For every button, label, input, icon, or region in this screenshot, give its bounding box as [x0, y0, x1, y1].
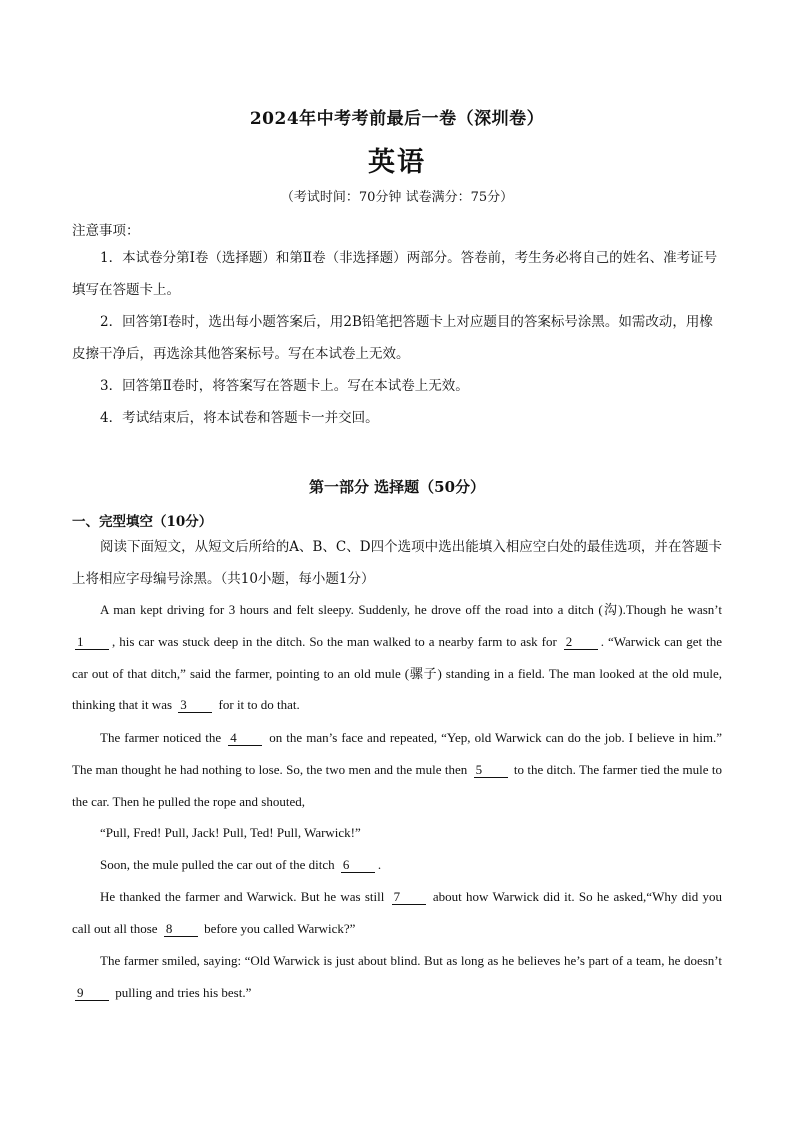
note-item-4: 4．考试结束后，将本试卷和答题卡一并交回。	[100, 410, 379, 426]
passage-text: pulling and tries his best.”	[112, 984, 252, 1000]
passage-text: A man kept driving for 3 hours and felt sleepy. Suddenly, he drove off the road into a ditch (沟).Though he wasn’t	[100, 602, 722, 617]
blank-8: 8	[164, 922, 198, 937]
passage-text: . “Warwick can get the car out of that ditch,” said the farmer, pointing to an old mule (骡子) standing in a field. The man looked at the old mule, thinking that it was	[72, 633, 723, 713]
blank-7: 7	[392, 890, 426, 905]
passage-paragraph-6	[72, 945, 722, 1009]
note-item-3: 3．回答第Ⅱ卷时，将答案写在答题卡上。写在本试卷上无效。	[100, 378, 469, 394]
exam-info: （考试时间：70分钟 试卷满分：75分）	[280, 190, 514, 205]
part-one-title: 第一部分 选择题（50分）	[308, 478, 486, 496]
passage-text: about how Warwick did it. So he asked,“Why did you call out all those	[72, 889, 722, 936]
passage-text: The farmer noticed the	[100, 730, 226, 745]
note-item-1: 1．本试卷分第Ⅰ卷（选择题）和第Ⅱ卷（非选择题）两部分。答卷前，考生务必将自己的姓名、准考证号填写在答题卡上。	[72, 250, 718, 298]
subject-title: 英语	[368, 147, 426, 178]
passage-text: before you called Warwick?”	[200, 920, 356, 936]
passage-paragraph-3: “Pull, Fred! Pull, Jack! Pull, Ted! Pull, Warwick!”	[100, 825, 361, 840]
passage-text: , his car was stuck deep in the ditch. So the man walked to a nearby farm to ask for	[112, 633, 561, 649]
passage-text: to the ditch. The farmer tied the mule to the car. Then he pulled the rope and shouted,	[72, 761, 722, 809]
blank-5: 5	[474, 763, 508, 778]
blank-1: 1	[75, 635, 109, 650]
passage-paragraph-5	[72, 881, 722, 945]
passage-text: Soon, the mule pulled the car out of the ditch	[100, 857, 338, 872]
section-title: 一、完型填空（10分）	[72, 514, 213, 530]
notes-heading: 注意事项：	[72, 223, 140, 239]
passage-paragraph-4	[72, 849, 722, 881]
passage-text: .	[377, 857, 382, 872]
passage-paragraph-1	[72, 594, 722, 721]
blank-2: 2	[564, 635, 598, 650]
blank-4: 4	[228, 731, 262, 746]
blank-6: 6	[341, 858, 375, 873]
blank-9: 9	[75, 986, 109, 1001]
passage-text: for it to do that.	[215, 697, 300, 713]
passage-text: He thanked the farmer and Warwick. But he was still	[100, 889, 389, 904]
blank-3: 3	[178, 698, 212, 713]
cloze-instructions: 阅读下面短文，从短文后所给的A、B、C、D四个选项中选出能填入相应空白处的最佳选项，并在答题卡上将相应字母编号涂黑。（共10小题，每小题1分）	[72, 539, 722, 587]
note-item-2: 2．回答第Ⅰ卷时，选出每小题答案后，用2B铅笔把答题卡上对应题目的答案标号涂黑。如需改动，用橡皮擦干净后，再选涂其他答案标号。写在本试卷上无效。	[72, 314, 713, 362]
passage-paragraph-2	[72, 722, 722, 817]
passage-text: on the man’s face and repeated, “Yep, old Warwick can do the job. I believe in him.” The man thought he had nothing to lose. So, the two men and the mule then	[72, 730, 723, 777]
exam-title: 2024年中考考前最后一卷（深圳卷）	[249, 109, 545, 129]
passage-text: The farmer smiled, saying: “Old Warwick is just about blind. But as long as he believes he’s part of a team, he doesn’t	[100, 953, 722, 968]
